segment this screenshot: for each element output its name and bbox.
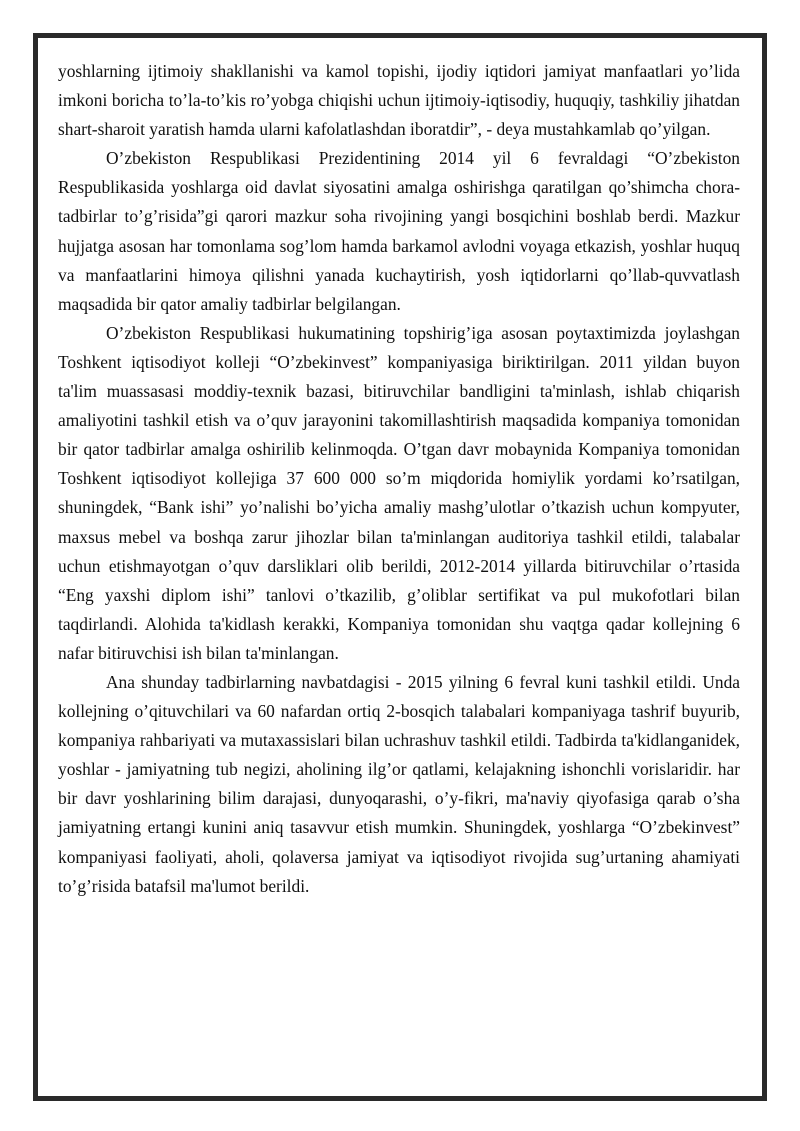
paragraph-college-partnership: O’zbekiston Respublikasi hukumatining topshirig’iga asosan poytaxtimizda joylashgan Toshkent iqtisodiyot kolleji “O’zbekinvest” kompaniyasiga biriktirilgan. 2011 yildan buyon ta'lim muassasasi moddiy-texnik bazasi, bitiruvchilar bandligini ta'minlash, ishlab chiqarish amaliyotini tashkil etish va o’quv jarayonini takomillashtirish maqsadida kompaniya tomonidan bir qator tadbirlar amalga oshirilib kelinmoqda. O’tgan davr mobaynida Kompaniya tomonidan Toshkent iqtisodiyot kollejiga 37 600 000 so’m miqdorida homiylik yordami ko’rsatilgan, shuningdek, “Bank ishi” yo’nalishi bo’yicha amaliy mashg’ulotlar o’tkazish uchun kompyuter, maxsus mebel va boshqa zarur jihozlar bilan ta'minlangan auditoriya tashkil etildi, talabalar uchun etishmayotgan o’quv darsliklari olib berildi, 2012-2014 yillarda bitiruvchilar o’rtasida “Eng yaxshi diplom ishi” tanlovi o’tkazilib, g’oliblar sertifikat va pul mukofotlari bilan taqdirlandi. Alohida ta'kidlash kerakki, Kompaniya tomonidan shu vaqtga qadar kollejning 6 nafar bitiruvchisi ish bilan ta'minlangan.	[58, 322, 740, 663]
paragraph-continuation: yoshlarning ijtimoiy shakllanishi va kamol topishi, ijodiy iqtidori jamiyat manfaatlari yo’lida imkoni boricha to’la-to’kis ro’yobga chiqishi uchun ijtimoiy-iqtisodiy, huquqiy, tashkiliy jihatdan shart-sharoit yaratish hamda ularni kafolatlashdan iboratdir”, - deya mustahkamlab qo’yilgan.	[58, 61, 740, 140]
paragraph-presidential-decree: O’zbekiston Respublikasi Prezidentining 2014 yil 6 fevraldagi “O’zbekiston Respublikasida yoshlarga oid davlat siyosatini amalga oshirishga qaratilgan qo’shimcha chora-tadbirlar to’g’risida”gi qarori mazkur soha rivojining yangi bosqichini boshlab berdi. Mazkur hujjatga asosan har tomonlama sog’lom hamda barkamol avlodni voyaga etkazish, yoshlar huquq va manfaatlarini himoya qilishni yanada kuchaytirish, yosh iqtidorlarni qo’llab-quvvatlash maqsadida bir qator amaliy tadbirlar belgilangan.	[58, 148, 740, 314]
document-body	[58, 57, 740, 901]
paragraph-event-meeting: Ana shunday tadbirlarning navbatdagisi - 2015 yilning 6 fevral kuni tashkil etildi. Unda kollejning o’qituvchilari va 60 nafardan ortiq 2-bosqich talabalari kompaniyaga tashrif buyurib, kompaniya rahbariyati va mutaxassislari bilan uchrashuv tashkil etildi. Tadbirda ta'kidlanganidek, yoshlar - jamiyatning tub negizi, aholining ilg’or qatlami, kelajakning ishonchli vorislaridir. har bir davr yoshlarining bilim darajasi, dunyoqarashi, o’y-fikri, ma'naviy qiyofasiga qarab o’sha jamiyatning ertangi kunini aniq tasavvur etish mumkin. Shuningdek, yoshlarga “O’zbekinvest” kompaniyasi faoliyati, aholi, qolaversa jamiyat va iqtisodiyot rivojida sug’urtaning ahamiyati to’g’risida batafsil ma'lumot berildi.	[58, 671, 740, 896]
